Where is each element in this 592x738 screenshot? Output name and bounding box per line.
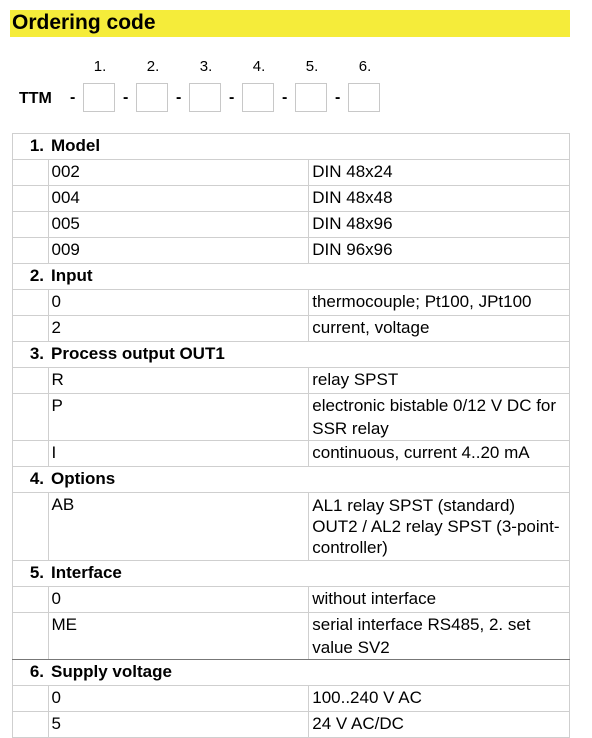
indent-cell <box>13 290 49 316</box>
section-header-row <box>13 134 570 160</box>
section-title: Model <box>48 134 570 160</box>
option-description <box>309 613 570 660</box>
table-row <box>13 186 570 212</box>
description-line: 24 V AC/DC <box>312 714 404 733</box>
option-description <box>309 290 570 316</box>
section-header-row <box>13 561 570 587</box>
option-code: AB <box>48 493 309 561</box>
indent-cell <box>13 238 49 264</box>
description-line: DIN 48x96 <box>312 214 393 233</box>
description-line: relay SPST <box>312 370 399 389</box>
position-number-2: 2. <box>146 58 160 75</box>
indent-cell <box>13 212 49 238</box>
code-box-5 <box>295 83 327 112</box>
description-line: DIN 48x24 <box>312 162 393 181</box>
indent-cell <box>13 613 49 660</box>
indent-cell <box>13 394 49 441</box>
table-row <box>13 316 570 342</box>
table-row <box>13 238 570 264</box>
option-code: 5 <box>48 712 309 738</box>
table-row <box>13 368 570 394</box>
separator-dash: - <box>123 89 129 106</box>
separator-dash: - <box>335 89 341 106</box>
table-row <box>13 441 570 467</box>
indent-cell <box>13 493 49 561</box>
table-row <box>13 394 570 441</box>
option-description <box>309 493 570 561</box>
code-box-2 <box>136 83 168 112</box>
page-title: Ordering code <box>12 11 156 34</box>
code-box-4 <box>242 83 274 112</box>
table-row <box>13 686 570 712</box>
description-line: AL1 relay SPST (standard) <box>312 496 516 515</box>
position-number-1: 1. <box>93 58 107 75</box>
indent-cell <box>13 587 49 613</box>
section-title: Interface <box>48 561 570 587</box>
option-description <box>309 212 570 238</box>
section-title: Supply voltage <box>48 660 570 686</box>
option-code: 004 <box>48 186 309 212</box>
position-number-4: 4. <box>252 58 266 75</box>
section-number: 6. <box>13 660 49 686</box>
description-line: continuous, current 4..20 mA <box>312 443 530 462</box>
indent-cell <box>13 441 49 467</box>
option-code: 0 <box>48 290 309 316</box>
section-header-row <box>13 467 570 493</box>
option-code: 0 <box>48 686 309 712</box>
section-header-row <box>13 342 570 368</box>
indent-cell <box>13 368 49 394</box>
option-code: I <box>48 441 309 467</box>
option-description <box>309 394 570 441</box>
option-code: P <box>48 394 309 441</box>
section-title: Input <box>48 264 570 290</box>
separator-dash: - <box>176 89 182 106</box>
option-code: R <box>48 368 309 394</box>
table-row <box>13 290 570 316</box>
indent-cell <box>13 160 49 186</box>
option-description <box>309 238 570 264</box>
option-description <box>309 368 570 394</box>
option-code: 0 <box>48 587 309 613</box>
section-number: 3. <box>13 342 49 368</box>
code-box-3 <box>189 83 221 112</box>
description-line: electronic bistable 0/12 V DC for SSR relay <box>312 396 557 438</box>
option-code: 2 <box>48 316 309 342</box>
option-description <box>309 186 570 212</box>
description-line: without interface <box>312 589 437 608</box>
position-number-6: 6. <box>358 58 372 75</box>
description-line: thermocouple; Pt100, JPt100 <box>312 292 532 311</box>
section-number: 4. <box>13 467 49 493</box>
section-title: Process output OUT1 <box>48 342 570 368</box>
table-row <box>13 712 570 738</box>
description-line: DIN 96x96 <box>312 240 393 259</box>
code-prefix: TTM <box>19 90 52 107</box>
section-header-row <box>13 660 570 686</box>
ordering-code-table <box>12 133 570 738</box>
description-line: current, voltage <box>312 318 430 337</box>
table-row <box>13 212 570 238</box>
description-line: OUT2 / AL2 relay SPST (3-point-controller) <box>312 517 560 557</box>
option-description <box>309 712 570 738</box>
description-line: serial interface RS485, 2. set value SV2 <box>312 615 531 657</box>
table-row <box>13 613 570 660</box>
option-description <box>309 587 570 613</box>
option-code: ME <box>48 613 309 660</box>
indent-cell <box>13 316 49 342</box>
table-row <box>13 587 570 613</box>
position-number-3: 3. <box>199 58 213 75</box>
position-number-5: 5. <box>305 58 319 75</box>
separator-dash: - <box>229 89 235 106</box>
option-code: 009 <box>48 238 309 264</box>
table-row <box>13 493 570 561</box>
option-description <box>309 160 570 186</box>
section-number: 2. <box>13 264 49 290</box>
indent-cell <box>13 686 49 712</box>
separator-dash: - <box>70 89 76 106</box>
ordering-code-line <box>0 0 592 120</box>
indent-cell <box>13 186 49 212</box>
table-row <box>13 160 570 186</box>
indent-cell <box>13 712 49 738</box>
option-code: 005 <box>48 212 309 238</box>
option-description <box>309 686 570 712</box>
section-number: 1. <box>13 134 49 160</box>
option-code: 002 <box>48 160 309 186</box>
option-description <box>309 316 570 342</box>
code-box-6 <box>348 83 380 112</box>
description-line: 100..240 V AC <box>312 688 422 707</box>
option-description <box>309 441 570 467</box>
code-box-1 <box>83 83 115 112</box>
section-header-row <box>13 264 570 290</box>
section-title: Options <box>48 467 570 493</box>
section-number: 5. <box>13 561 49 587</box>
description-line: DIN 48x48 <box>312 188 393 207</box>
separator-dash: - <box>282 89 288 106</box>
